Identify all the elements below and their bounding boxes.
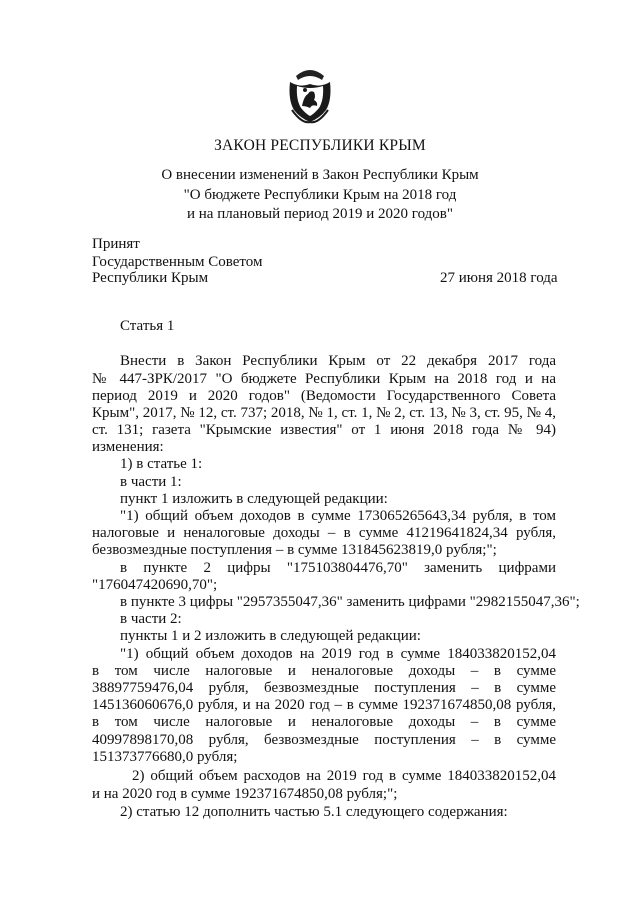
adopted-line: Государственным Советом: [92, 254, 263, 270]
body-line: период 2019 и 2020 годов" (Ведомости Государственного Совета: [92, 388, 556, 404]
law-title: ЗАКОН РЕСПУБЛИКИ КРЫМ: [214, 137, 426, 154]
body-line: в пункте 2 цифры "175103804476,70" заменить цифрами: [120, 560, 556, 576]
adoption-date: 27 июня 2018 года: [440, 270, 558, 286]
body-line: ст. 131; газета "Крымские известия" от 1 июня 2018 года № 94): [92, 422, 556, 438]
subtitle-line: О внесении изменений в Закон Республики Крым: [161, 167, 479, 183]
adopted-line: Республики Крым: [92, 270, 209, 286]
body-line: "1) общий объем доходов в сумме 173065265643,34 рубля, в том: [120, 508, 556, 524]
body-line: 40997898170,08 рубля, безвозмездные поступления – в сумме: [92, 732, 556, 748]
body-line: и на 2020 год в сумме 192371674850,08 рубля;";: [92, 786, 398, 802]
body-line: пункт 1 изложить в следующей редакции:: [120, 491, 388, 507]
body-line: 38897759476,04 рубля, безвозмездные поступления – в сумме: [92, 680, 556, 696]
body-line: в части 1:: [120, 474, 182, 490]
body-line: "176047420690,70";: [92, 577, 218, 593]
body-line: № 447-ЗРК/2017 "О бюджете Республики Крым на 2018 год и на: [92, 371, 556, 387]
body-line: "1) общий объем доходов на 2019 год в сумме 184033820152,04: [120, 646, 556, 662]
body-line: Крым", 2017, № 12, ст. 737; 2018, № 1, ст. 1, № 2, ст. 13, № 3, ст. 95, № 4,: [92, 405, 556, 421]
body-line: 2) статью 12 дополнить частью 5.1 следующего содержания:: [120, 804, 508, 820]
body-line: налоговые и неналоговые доходы – в сумме 41219641824,34 рубля,: [92, 525, 556, 541]
crimea-coat-of-arms-icon: [286, 66, 334, 124]
body-line: изменения:: [92, 439, 164, 455]
body-line: пункты 1 и 2 изложить в следующей редакции:: [120, 628, 421, 644]
body-line: 145136060676,0 рубля, и на 2020 год – в сумме 192371674850,08 рубля,: [92, 697, 556, 713]
body-line: в том числе налоговые и неналоговые доходы – в сумме: [92, 714, 556, 730]
body-line: в том числе налоговые и неналоговые доходы – в сумме: [92, 663, 556, 679]
body-line: Внести в Закон Республики Крым от 22 декабря 2017 года: [120, 353, 556, 369]
body-line: 1) в статье 1:: [120, 456, 203, 472]
adopted-line: Принят: [92, 236, 140, 252]
body-line: в пункте 3 цифры "2957355047,36" заменить цифрами "2982155047,36";: [120, 594, 580, 610]
article-heading: Статья 1: [120, 318, 175, 334]
body-line: 151373776680,0 рубля;: [92, 749, 238, 765]
body-line: 2) общий объем расходов на 2019 год в сумме 184033820152,04: [132, 768, 556, 784]
body-line: в части 2:: [120, 611, 182, 627]
subtitle-line: "О бюджете Республики Крым на 2018 год: [183, 187, 457, 203]
body-line: безвозмездные поступления – в сумме 131845623819,0 рубля;";: [92, 542, 497, 558]
subtitle-line: и на плановый период 2019 и 2020 годов": [187, 206, 453, 222]
